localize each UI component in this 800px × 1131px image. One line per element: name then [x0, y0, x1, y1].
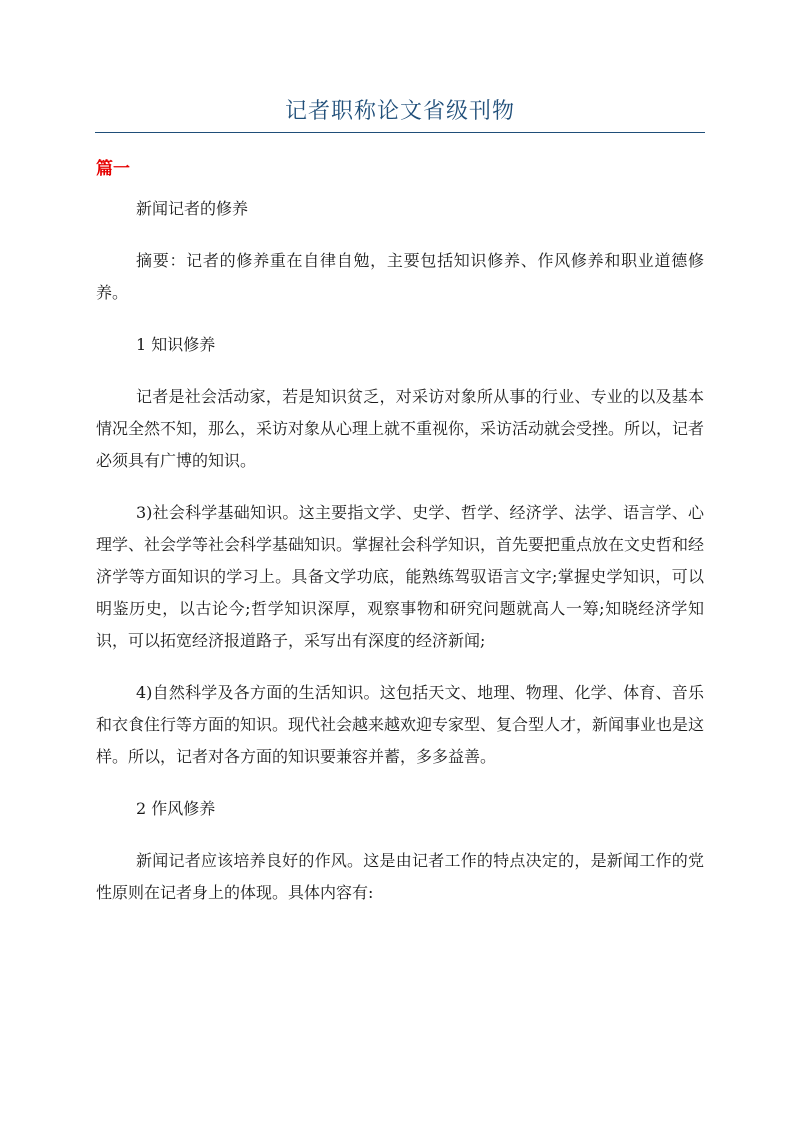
- body-paragraph: 记者是社会活动家，若是知识贫乏，对采访对象所从事的行业、专业的以及基本情况全然不知，那么，采访对象从心理上就不重视你，采访活动就会受挫。所以，记者必须具有广博的知识。: [96, 387, 705, 470]
- title-underline-divider: [95, 132, 705, 133]
- document-title: 记者职称论文省级刊物: [284, 99, 515, 124]
- section-label: 篇一: [96, 159, 130, 179]
- subsection-heading-conduct: 2 作风修养: [136, 799, 216, 818]
- body-paragraph: 3)社会科学基础知识。这主要指文学、史学、哲学、经济学、法学、语言学、心理学、社会学等社会科学基础知识。掌握社会科学知识，首先要把重点放在文史哲和经济学等方面知识的学习上。具备文学功底，能熟练驾驭语言文字;掌握史学知识，可以明鉴历史，以古论今;哲学知识深厚，观察事物和研究问题就高人一筹;知晓经济学知识，可以拓宽经济报道路子，采写出有深度的经济新闻;: [96, 503, 705, 650]
- body-paragraph: 新闻记者应该培养良好的作风。这是由记者工作的特点决定的，是新闻工作的党性原则在记者身上的体现。具体内容有:: [96, 851, 704, 902]
- body-paragraph: 4)自然科学及各方面的生活知识。这包括天文、地理、物理、化学、体育、音乐和衣食住行等方面的知识。现代社会越来越欢迎专家型、复合型人才，新闻事业也是这样。所以，记者对各方面的知识要兼容并蓄，多多益善。: [96, 683, 705, 766]
- subsection-heading-knowledge: 1 知识修养: [136, 335, 216, 354]
- article-heading: 新闻记者的修养: [136, 199, 249, 218]
- document-body: [96, 193, 704, 929]
- abstract-paragraph: 摘要：记者的修养重在自律自勉，主要包括知识修养、作风修养和职业道德修养。: [96, 251, 704, 302]
